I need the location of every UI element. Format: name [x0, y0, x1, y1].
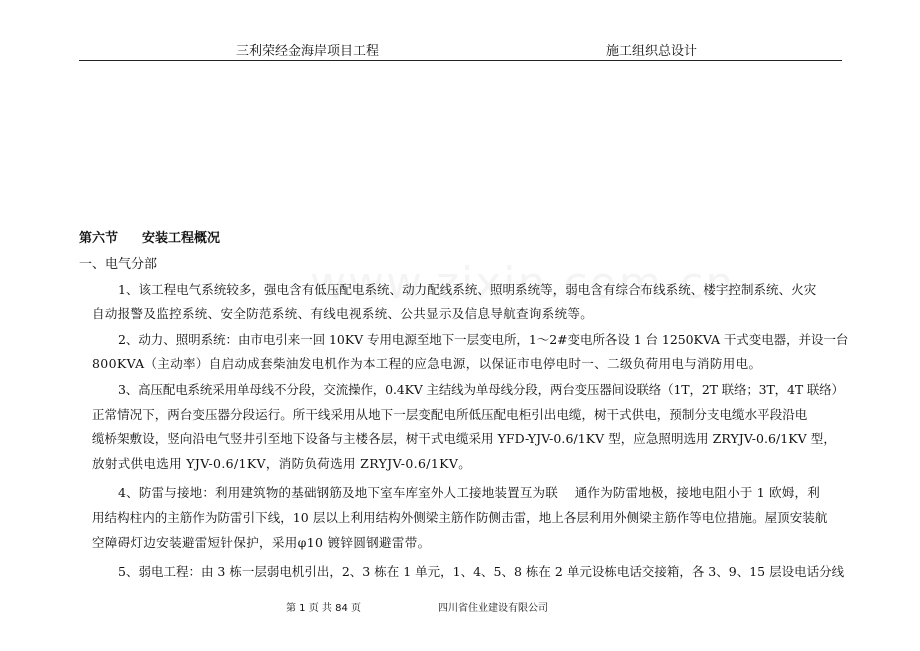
header-document-type: 施工组织总设计 [606, 44, 698, 59]
paragraph-4-line-1: 4、防雷与接地：利用建筑物的基础钢筋及地下室车库室外人工接地装置互为联 通作为防雷地极，接地电阻小于 1 欧姆，利 [118, 485, 820, 500]
paragraph-3-line-3: 缆桥架敷设，竖向沿电气竖井引至地下设备与主楼各层，树干式电缆采用 YFD-YJV-0.6/1KV 型，应急照明选用 ZRYJV-0.6/1KV 型， [92, 431, 836, 446]
paragraph-1-line-1: 1、该工程电气系统较多，强电含有低压配电系统、动力配线系统、照明系统等，弱电含有综合布线系统、楼宇控制系统、火灾 [118, 282, 817, 297]
paragraph-4-line-2: 用结构柱内的主筋作为防雷引下线，10 层以上利用结构外侧梁主筋作防侧击雷，地上各层利用外侧梁主筋作等电位措施。屋顶安装航 [92, 510, 828, 525]
paragraph-4-line-3: 空障碍灯边安装避雷短针保护，采用φ10 镀锌圆钢避雷带。 [92, 535, 431, 550]
paragraph-3-line-4: 放射式供电选用 YJV-0.6/1KV，消防负荷选用 ZRYJV-0.6/1KV。 [92, 456, 472, 471]
subheading-electrical: 一、电气分部 [79, 257, 158, 272]
footer-page-number: 第 1 页 共 84 页 [286, 603, 361, 614]
section-heading [79, 227, 220, 246]
paragraph-2-line-1: 2、动力、照明系统：由市电引来一回 10KV 专用电源至地下一层变电所，1～2#变电所各设 1 台 1250KVA 干式变电器，并设一台 [118, 332, 849, 347]
paragraph-3-line-2: 正常情况下，两台变压器分段运行。所干线采用从地下一层变配电所低压配电柜引出电缆，树干式供电，预制分支电缆水平段沿电 [92, 407, 808, 422]
header-project-title: 三利荣经金海岸项目工程 [236, 44, 380, 59]
footer-company: 四川省住业建设有限公司 [438, 603, 548, 614]
header-divider [79, 60, 842, 61]
section-title: 安装工程概况 [142, 231, 221, 246]
section-number: 第六节 [79, 231, 119, 246]
paragraph-2-line-2: 800KVA（主动率）自启动成套柴油发电机作为本工程的应急电源，以保证市电停电时一、二级负荷用电与消防用电。 [92, 356, 762, 371]
paragraph-3-line-1: 3、高压配电系统采用单母线不分段，交流操作，0.4KV 主结线为单母线分段，两台变压器间设联络（1T，2T 联络；3T，4T 联络） [118, 382, 844, 397]
paragraph-5-line-1: 5、弱电工程：由 3 栋一层弱电机引出，2、3 栋在 1 单元，1、4、5、8 栋在 2 单元设栋电话交接箱，各 3、9、15 层设电话分线 [118, 564, 845, 579]
paragraph-1-line-2: 自动报警及监控系统、安全防范系统、有线电视系统、公共显示及信息导航查询系统等。 [92, 306, 594, 321]
